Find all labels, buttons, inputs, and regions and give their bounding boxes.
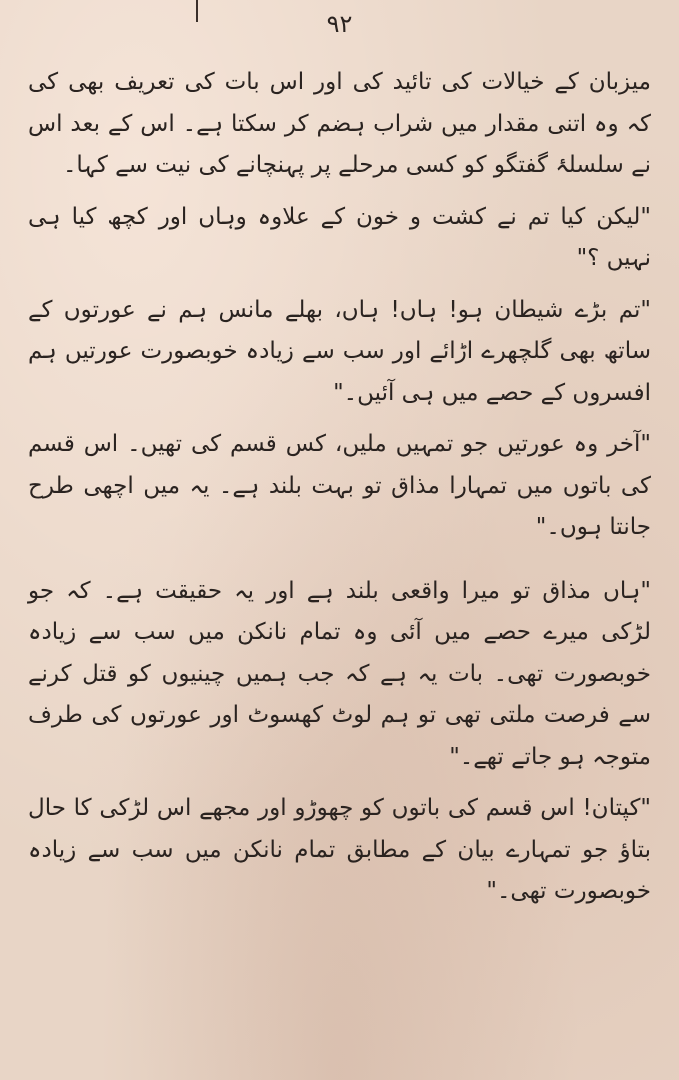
page-number: ۹۲ xyxy=(326,10,353,38)
paragraph-question: "لیکن کیا تم نے کشت و خون کے علاوہ وہاں اور کچھ کیا ہی نہیں ؟" xyxy=(28,203,651,271)
paragraph-captain-story: "ہاں مذاق تو میرا واقعی بلند ہے اور یہ حقیقت ہے۔ کہ جو لڑکی میرے حصے میں آئی وہ تمام نانکن میں سب سے زیادہ خوبصورت تھی۔ بات یہ ہے کہ جب ہمیں چینیوں کو قتل کرنے سے فرصت ملتی تھی تو ہم لوٹ کھسوٹ اور عورتوں کی طرف متوجہ ہو جاتے تھے۔" xyxy=(28,577,651,770)
paragraph-captain-reply: "تم بڑے شیطان ہو! ہاں! ہاں، بھلے مانس ہم نے عورتوں کے ساتھ بھی گلچھرے اڑائے اور سب سے زیادہ خوبصورت عورتیں ہم افسروں کے حصے میں ہی آئیں۔" xyxy=(28,296,651,406)
paragraph-narration: میزبان کے خیالات کی تائید کی اور اس بات کی تعریف بھی کی کہ وہ اتنی مقدار میں شراب ہضم کر سکتا ہے۔ اس کے بعد اس نے سلسلۂ گفتگو کو کسی مرحلے پر پہنچانے کی نیت سے کہا۔ xyxy=(28,69,651,178)
paragraph-host-request: "کپتان! اس قسم کی باتوں کو چھوڑو اور مجھے اس لڑکی کا حال بتاؤ جو تمہارے بیان کے مطابق تمام نانکن میں سب سے زیادہ خوبصورت تھی۔" xyxy=(28,795,651,904)
paragraph-host-question: "آخر وہ عورتیں جو تمہیں ملیں، کس قسم کی تھیں۔ اس قسم کی باتوں میں تمہارا مذاق تو بہت بلند ہے۔ یہ میں اچھی طرح جانتا ہوں۔" xyxy=(28,431,651,540)
page-body xyxy=(28,62,651,923)
